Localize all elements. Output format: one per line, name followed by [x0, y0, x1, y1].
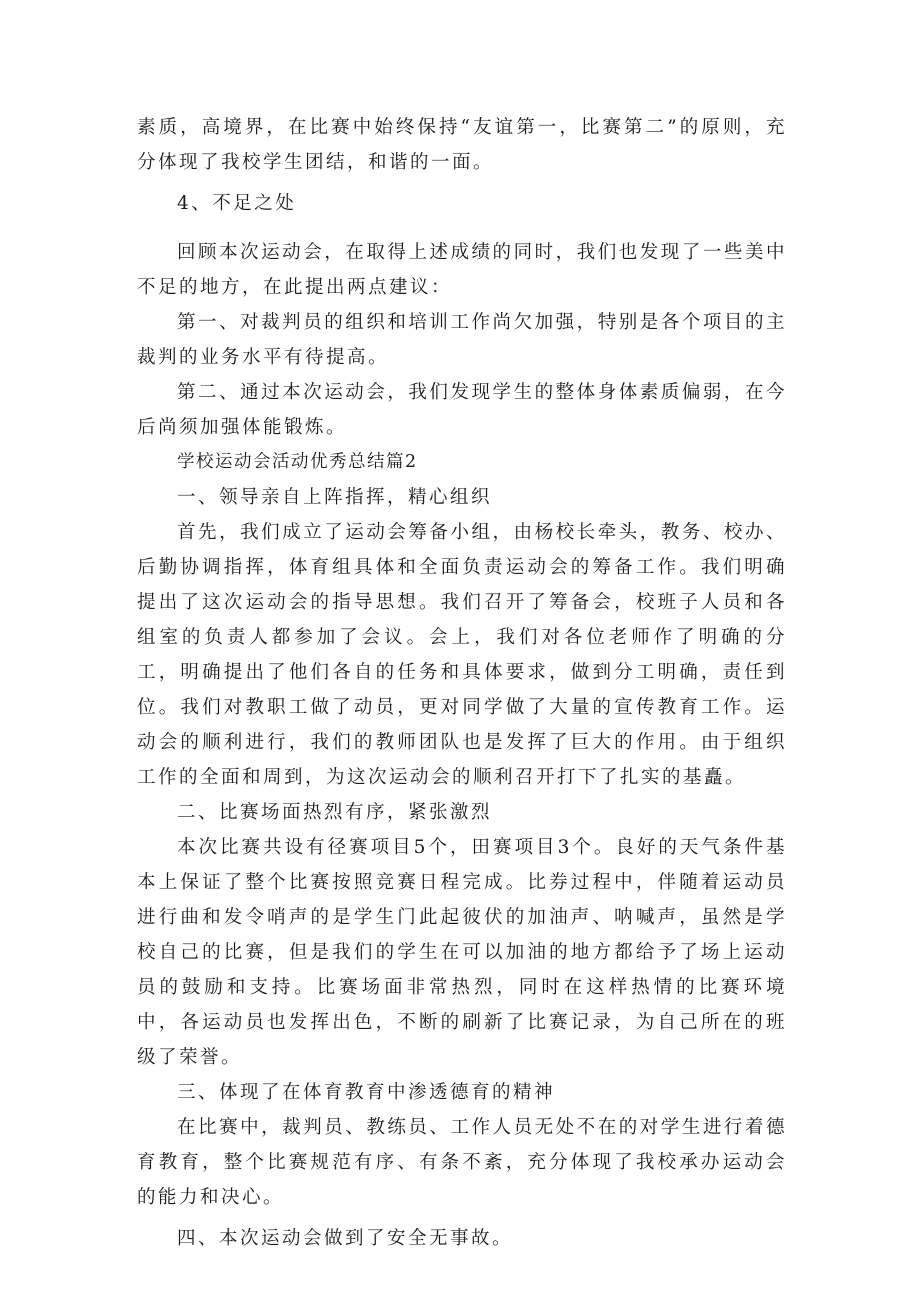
heading-shortcomings: 4、不足之处	[177, 193, 297, 214]
paragraph-review: 回顾本次运动会，在取得上述成绩的同时，我们也发现了一些美中不足的地方，在此提出两点建议：	[137, 242, 787, 298]
heading-leadership: 一、领导亲自上阵指挥，精心组织	[177, 487, 493, 508]
heading-moral-education: 三、体现了在体育教育中渗透德育的精神	[177, 1082, 556, 1103]
paragraph-team-spirit: 素质，高境界，在比赛中始终保持“友谊第一，比赛第二”的原则，充分体现了我校学生团结，和谐的一面。	[137, 117, 787, 173]
paragraph-suggestion-one: 第一、对裁判员的组织和培训工作尚欠加强，特别是各个项目的主裁判的业务水平有待提高。	[137, 312, 787, 368]
paragraph-suggestion-two: 第二、通过本次运动会，我们发现学生的整体身体素质偏弱，在今后尚须加强体能锻炼。	[137, 382, 787, 438]
document-page	[137, 110, 787, 1256]
heading-competition: 二、比赛场面热烈有序，紧张激烈	[177, 802, 493, 823]
heading-safety: 四、本次运动会做到了安全无事故。	[177, 1228, 514, 1249]
paragraph-organization: 首先，我们成立了运动会筹备小组，由杨校长牵头，教务、校办、后勤协调指挥，体育组具体和全面负责运动会的筹备工作。我们明确提出了这次运动会的指导思想。我们召开了筹备会，校班子人员和各组室的负责人都参加了会议。会上，我们对各位老师作了明确的分工，明确提出了他们各自的任务和具体要求，做到分工明确，责任到位。我们对教职工做了动员，更对同学做了大量的宣传教育工作。运动会的顺利进行，我们的教师团队也是发挥了巨大的作用。由于组织工作的全面和周到，为这次运动会的顺利召开打下了扎实的基矗。	[137, 522, 787, 788]
section-title: 学校运动会活动优秀总结篇2	[177, 452, 418, 472]
paragraph-moral-education: 在比赛中，裁判员、教练员、工作人员无处不在的对学生进行着德育教育，整个比赛规范有序、有条不紊，充分体现了我校承办运动会的能力和决心。	[137, 1117, 787, 1208]
paragraph-competition: 本次比赛共设有径赛项目5个，田赛项目3个。良好的天气条件基本上保证了整个比赛按照竞赛日程完成。比券过程中，伴随着运动员进行曲和发令哨声的是学生门此起彼伏的加油声、呐喊声，虽然是学校自己的比赛，但是我们的学生在可以加油的地方都给予了场上运动员的鼓励和支持。比赛场面非常热烈，同时在这样热情的比赛环境中，各运动员也发挥出色，不断的刷新了比赛记录，为自己所在的班级了荣誉。	[137, 837, 787, 1068]
